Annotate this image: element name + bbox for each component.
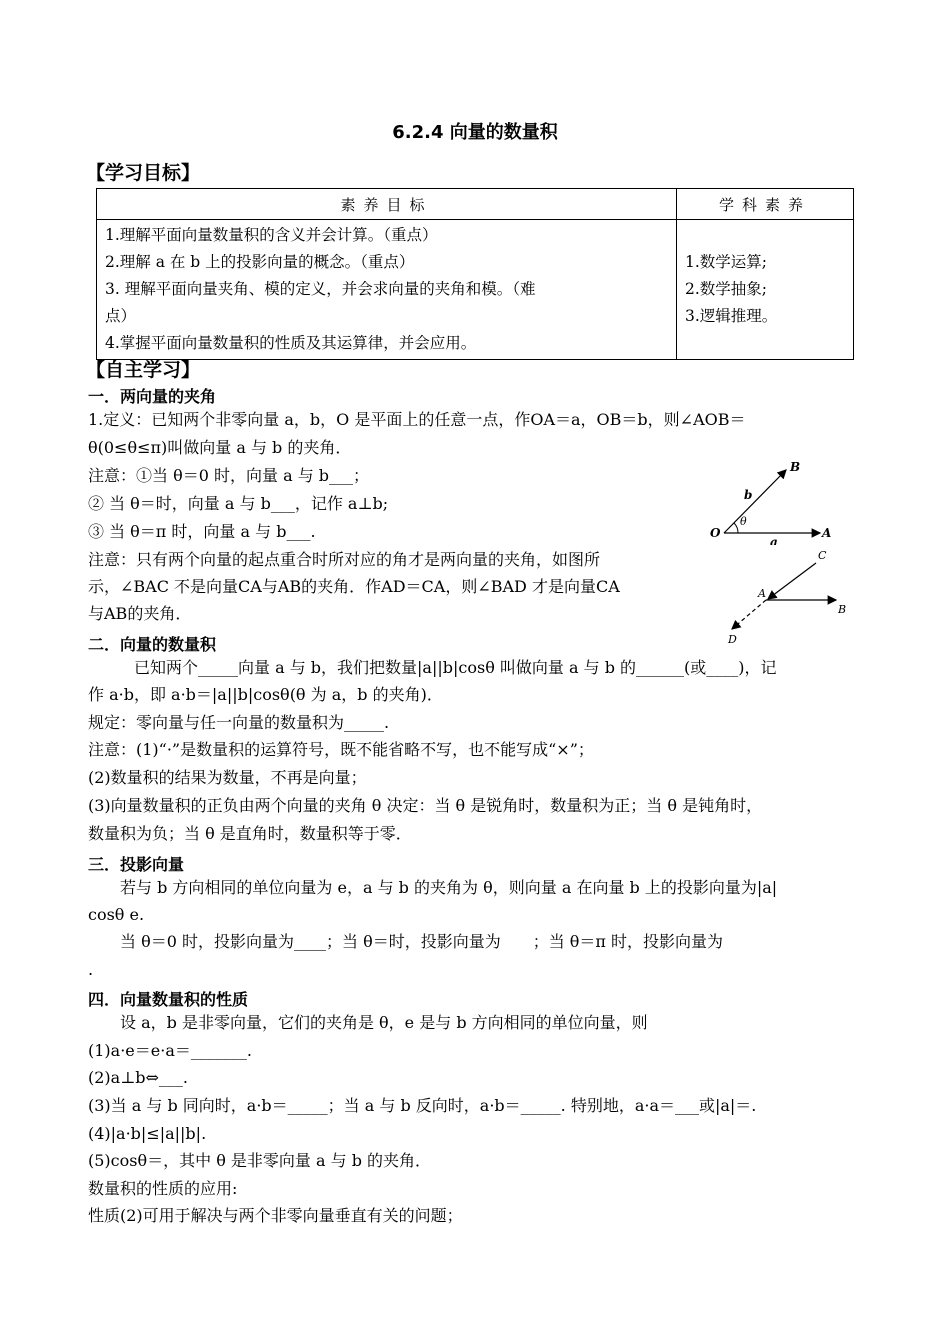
label-D: D xyxy=(728,633,737,646)
goal-item: 3. 理解平面向量夹角、模的定义，并会求向量的夹角和模。（难 xyxy=(105,280,536,298)
text-line: (2)a⊥b⇔___. xyxy=(88,1068,188,1087)
text-line: 数量积为负；当 θ 是直角时，数量积等于零． xyxy=(88,824,412,843)
text-line: 若与 b 方向相同的单位向量为 e，a 与 b 的夹角为 θ，则向量 a 在向量 b 上的投影向量为|a| xyxy=(120,878,778,897)
text-line: 已知两个_____向量 a 与 b，我们把数量|a||b|cosθ 叫做向量 a 与 b 的______(或____)，记 xyxy=(134,658,777,677)
text-line: 1.定义：已知两个非零向量 a，b，O 是平面上的任意一点，作OA＝a，OB＝b，则∠AOB＝ xyxy=(88,410,746,429)
vector-AD xyxy=(732,600,766,629)
literacy-list xyxy=(677,220,854,360)
goals-list xyxy=(97,220,677,360)
text-line: θ(0≤θ≤π)叫做向量 a 与 b 的夹角． xyxy=(88,438,352,457)
text-line: (4)|a·b|≤|a||b|. xyxy=(88,1124,207,1143)
text-line: . xyxy=(88,960,94,979)
text-line: 数量积的性质的应用: xyxy=(88,1179,238,1198)
label-B: B xyxy=(790,460,801,474)
text-line: (2)数量积的结果为数量，不再是向量； xyxy=(88,768,367,787)
self-study-heading: 【自主学习】 xyxy=(86,359,201,381)
text-line: 当 θ＝0 时，投影向量为____；当 θ＝时，投影向量为 ；当 θ＝π 时，投影向量为 xyxy=(120,932,724,951)
label-O: O xyxy=(710,526,721,540)
text-line: ② 当 θ＝时，向量 a 与 b___，记作 a⊥b; xyxy=(88,494,389,513)
text-line: 性质(2)可用于解决与两个非零向量垂直有关的问题； xyxy=(88,1206,463,1225)
text-line: 示，∠BAC 不是向量CA与AB的夹角．作AD＝CA，则∠BAD 才是向量CA xyxy=(88,577,620,596)
goal-item: 4.掌握平面向量数量积的性质及其运算律，并会应用。 xyxy=(105,334,477,352)
angle-arc xyxy=(734,523,738,533)
label-a: a xyxy=(770,535,778,545)
text-line: (1)a·e＝e·a＝_______. xyxy=(88,1041,252,1060)
text-line: (3)当 a 与 b 同向时，a·b＝_____；当 a 与 b 反向时，a·b＝_____. 特别地，a·a＝___或|a|＝. xyxy=(88,1096,757,1115)
page-title: 6.2.4 向量的数量积 xyxy=(392,122,558,143)
text-line: 作 a·b，即 a·b＝|a||b|cosθ(θ 为 a，b 的夹角)． xyxy=(88,685,443,704)
text-line: 设 a，b 是非零向量，它们的夹角是 θ，e 是与 b 方向相同的单位向量，则 xyxy=(120,1013,648,1032)
goals-heading: 【学习目标】 xyxy=(86,162,201,184)
text-line: 注意：只有两个向量的起点重合时所对应的角才是两向量的夹角，如图所 xyxy=(88,550,601,569)
literacy-item: 1.数学运算; xyxy=(685,253,768,271)
part3-heading: 三．投影向量 xyxy=(88,855,185,874)
label-A: A xyxy=(822,526,832,540)
part1-heading: 一．两向量的夹角 xyxy=(88,387,217,406)
part2-heading: 二．向量的数量积 xyxy=(88,635,217,654)
text-line: (5)cosθ＝，其中 θ 是非零向量 a 与 b 的夹角． xyxy=(88,1151,432,1170)
vector-CA xyxy=(768,563,816,599)
text-line: ③ 当 θ＝π 时，向量 a 与 b___. xyxy=(88,522,316,541)
text-line: 规定：零向量与任一向量的数量积为_____. xyxy=(88,713,390,732)
label-A2: A xyxy=(758,587,766,600)
text-line: (3)向量数量积的正负由两个向量的夹角 θ 决定：当 θ 是锐角时，数量积为正；当 θ 是钝角时， xyxy=(88,796,763,815)
angle-figure xyxy=(700,455,850,545)
goals-col1-header: 素养目标 xyxy=(97,189,677,220)
goal-item: 2.理解 a 在 b 上的投影向量的概念。（重点） xyxy=(105,253,415,271)
goals-col2-header: 学科素养 xyxy=(677,189,854,220)
goals-table xyxy=(96,188,854,360)
text-line: cosθ e. xyxy=(88,905,145,924)
label-theta: θ xyxy=(740,515,747,528)
label-C: C xyxy=(818,549,827,562)
goal-item: 点） xyxy=(105,307,137,325)
text-line: 注意：(1)“·”是数量积的运算符号，既不能省略不写，也不能写成“×”； xyxy=(88,740,594,759)
goal-item: 1.理解平面向量数量积的含义并会计算。（重点） xyxy=(105,226,438,244)
text-line: 与AB的夹角． xyxy=(88,604,192,623)
label-b: b xyxy=(744,488,753,502)
text-line: 注意：①当 θ＝0 时，向量 a 与 b___； xyxy=(88,466,370,485)
label-B2: B xyxy=(838,603,847,616)
vector-b xyxy=(724,470,786,533)
literacy-item: 3.逻辑推理。 xyxy=(685,307,778,325)
bad-figure xyxy=(718,545,858,650)
part4-heading: 四．向量数量积的性质 xyxy=(88,990,249,1009)
literacy-item: 2.数学抽象; xyxy=(685,280,768,298)
